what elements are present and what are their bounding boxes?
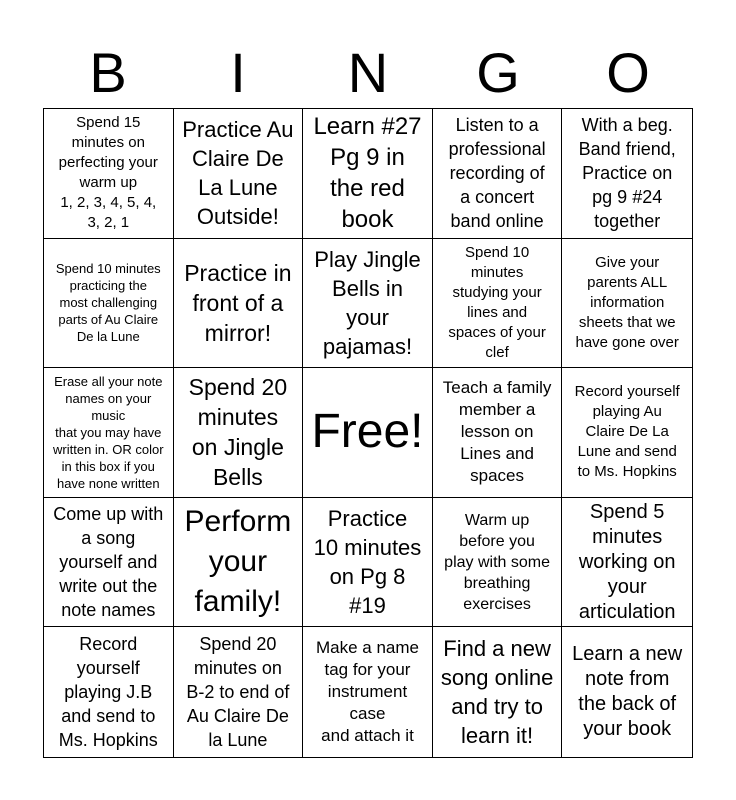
bingo-letter-o: O [606,41,650,104]
bingo-cell[interactable] [562,239,692,369]
cell-text: Learn a new note from the back of your book [572,643,683,741]
bingo-cell[interactable] [303,498,433,628]
bingo-letter-g: G [476,41,520,104]
bingo-letter-n: N [347,41,389,104]
cell-text: Teach a family member a lesson on Lines and spaces [442,378,552,486]
bingo-cell[interactable] [433,368,563,498]
bingo-cell[interactable] [433,498,563,628]
bingo-cell[interactable] [303,627,433,757]
bingo-cell[interactable] [303,239,433,369]
bingo-cell[interactable] [433,627,563,757]
bingo-letter-b: B [89,41,127,104]
bingo-cell[interactable] [174,239,304,369]
cell-text: Spend 10 minutes practicing the most challenging parts of Au Claire De la Lune [55,261,161,345]
cell-text: Record yourself playing Au Claire De La Lune and send to Ms. Hopkins [574,383,680,481]
bingo-cell[interactable] [44,627,174,757]
bingo-cell[interactable] [562,368,692,498]
cell-text: Spend 20 minutes on B-2 to end of Au Claire De la Lune [186,634,290,751]
cell-text: Spend 10 minutes studying your lines and spaces of your clef [448,243,546,361]
cell-text: With a beg. Band friend, Practice on pg 9 #24 together [578,115,676,232]
bingo-cell[interactable] [562,627,692,757]
bingo-cell[interactable] [44,368,174,498]
bingo-cell[interactable] [174,368,304,498]
cell-text: Listen to a professional recording of a concert band online [448,115,546,232]
cell-text: Play Jingle Bells in your pajamas! [314,246,421,359]
cell-text: Erase all your note names on your music that you may have written in. OR color in this box if you have none written [53,373,164,491]
bingo-cell[interactable] [433,109,563,239]
bingo-cell[interactable] [174,627,304,757]
free-text: Free! [311,405,424,459]
cell-text: Spend 20 minutes on Jingle Bells [188,374,288,491]
bingo-cell[interactable] [174,498,304,628]
cell-text: Practice 10 minutes on Pg 8 #19 [313,506,422,619]
cell-text: Spend 5 minutes working on your articulation [578,500,676,623]
bingo-cell[interactable] [44,109,174,239]
cell-text: Spend 15 minutes on perfecting your warm up 1, 2, 3, 4, 5, 4, 3, 2, 1 [58,114,158,232]
cell-text: Perform your family! [184,505,292,619]
bingo-letter-i: I [230,41,246,104]
bingo-cell[interactable] [562,498,692,628]
cell-text: Make a name tag for your instrument case and attach it [315,638,419,746]
bingo-cell[interactable] [174,109,304,239]
bingo-header [43,38,693,108]
free-space[interactable] [303,368,433,498]
cell-text: Practice in front of a mirror! [184,259,292,346]
bingo-grid [43,108,693,758]
bingo-cell[interactable] [44,498,174,628]
cell-text: Record yourself playing J.B and send to Ms. Hopkins [58,634,158,751]
bingo-cell[interactable] [303,109,433,239]
cell-text: Warm up before you play with some breathing exercises [444,511,550,613]
cell-text: Find a new song online and try to learn it! [440,636,554,749]
bingo-cell[interactable] [44,239,174,369]
bingo-cell[interactable] [562,109,692,239]
cell-text: Come up with a song yourself and write out the note names [53,504,164,621]
cell-text: Give your parents ALL information sheets that we have gone over [575,253,679,351]
cell-text: Practice Au Claire De La Lune Outside! [182,117,294,230]
cell-text: Learn #27 Pg 9 in the red book [313,113,422,234]
bingo-cell[interactable] [433,239,563,369]
